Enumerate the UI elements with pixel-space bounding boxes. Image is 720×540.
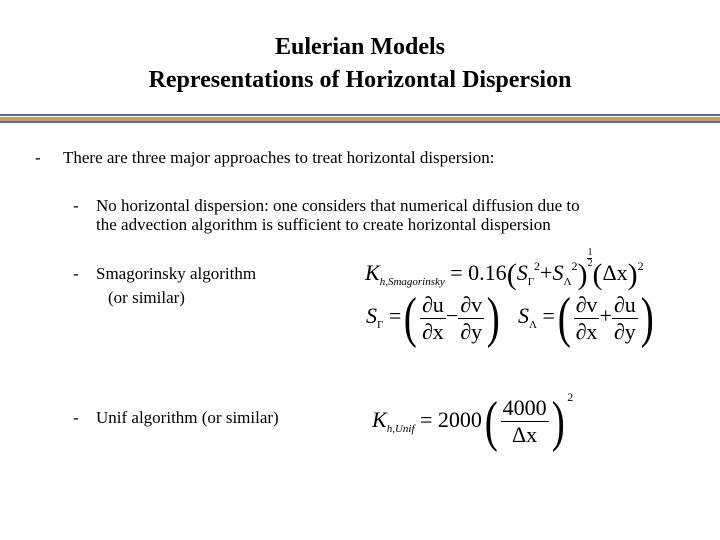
eq-smag-half-exp: $\frac{1}{2}$: [587, 247, 593, 269]
bullet-sub1-line1: No horizontal dispersion: one considers that numerical diffusion due to: [96, 196, 580, 215]
bullet-sub2-line1: Smagorinsky algorithm: [96, 264, 257, 283]
eq-sl-close: ): [640, 287, 654, 349]
bullet-marker-main: -: [35, 148, 41, 167]
eq-smag-plus: +: [540, 260, 553, 285]
eq-unif-lhs-sub: h,Unif: [386, 423, 415, 435]
eq-sg-lhs-sub: Γ: [377, 319, 384, 332]
bullet-marker-sub2: -: [73, 264, 79, 283]
s-gamma-equation: [366, 287, 503, 349]
eq-sl-frac2: $\frac{\partial u}{\partial y}$: [613, 291, 636, 344]
eq-sg-frac2: $\frac{\partial v}{\partial y}$: [460, 291, 483, 344]
eq-sg-frac1: $\frac{\partial u}{\partial x}$: [421, 291, 444, 344]
bullet-marker-sub3: -: [73, 408, 79, 427]
eq-sl-frac1: $\frac{\partial v}{\partial x}$: [575, 291, 598, 344]
eq-sg-open: (: [404, 287, 418, 349]
title-rule-top: [0, 114, 720, 116]
eq-smag-dx-open: (: [592, 257, 603, 291]
eq-smag-open-paren: (: [506, 257, 517, 291]
eq-sl-plus: +: [599, 303, 612, 329]
eq-smag-equals: = 0.16: [450, 260, 507, 285]
eq-smag-slambda: S: [552, 260, 564, 285]
bullet-sub2-line2: (or similar): [108, 288, 185, 307]
eq-unif-exp: 2: [567, 390, 574, 404]
title-rule-bottom: [0, 121, 720, 123]
eq-sg-lhs: S: [366, 303, 377, 329]
bullet-sub1-line2: the advection algorithm is sufficient to create horizontal dispersion: [96, 215, 551, 234]
eq-unif-lhs: K: [372, 407, 387, 432]
eq-sg-equals: =: [388, 303, 402, 329]
smagorinsky-equation: [365, 248, 685, 290]
eq-unif-open: (: [484, 390, 498, 453]
bullet-marker-sub1: -: [73, 196, 79, 215]
eq-smag-lhs-sub: h,Smagorinsky: [379, 276, 445, 288]
eq-sg-close: ): [486, 287, 500, 349]
eq-unif-equals: = 2000: [420, 407, 482, 432]
eq-smag-lhs: K: [365, 260, 380, 285]
eq-unif-frac: $\frac{4000}{\Delta x}$: [502, 395, 547, 448]
eq-sl-lhs-sub: Λ: [529, 319, 537, 332]
eq-smag-sgamma-sub: Γ: [527, 276, 535, 288]
eq-smag-slambda-sq: 2: [571, 259, 578, 273]
eq-smag-dx: Δx: [602, 260, 628, 285]
eq-smag-sgamma-sq: 2: [534, 259, 541, 273]
slide-title-line2: Representations of Horizontal Dispersion: [148, 67, 572, 93]
eq-sl-equals: =: [542, 303, 555, 329]
eq-smag-close-paren: ): [577, 257, 588, 291]
eq-smag-dx-close: ): [627, 257, 638, 291]
s-lambda-equation: [518, 287, 656, 349]
eq-sl-lhs: S: [518, 303, 529, 329]
eq-smag-sgamma: S: [516, 260, 528, 285]
eq-smag-outer-exp: 2: [637, 259, 644, 273]
unif-equation: [372, 390, 574, 453]
eq-sl-open: (: [557, 287, 571, 349]
slide-title-line1: Eulerian Models: [274, 34, 445, 60]
eq-sg-minus: −: [445, 303, 459, 329]
eq-unif-close: ): [551, 390, 565, 453]
eq-smag-slambda-sub: Λ: [563, 276, 572, 288]
bullet-sub3-line1: Unif algorithm (or similar): [96, 408, 279, 427]
bullet-main-text: There are three major approaches to treat horizontal dispersion:: [63, 148, 495, 167]
